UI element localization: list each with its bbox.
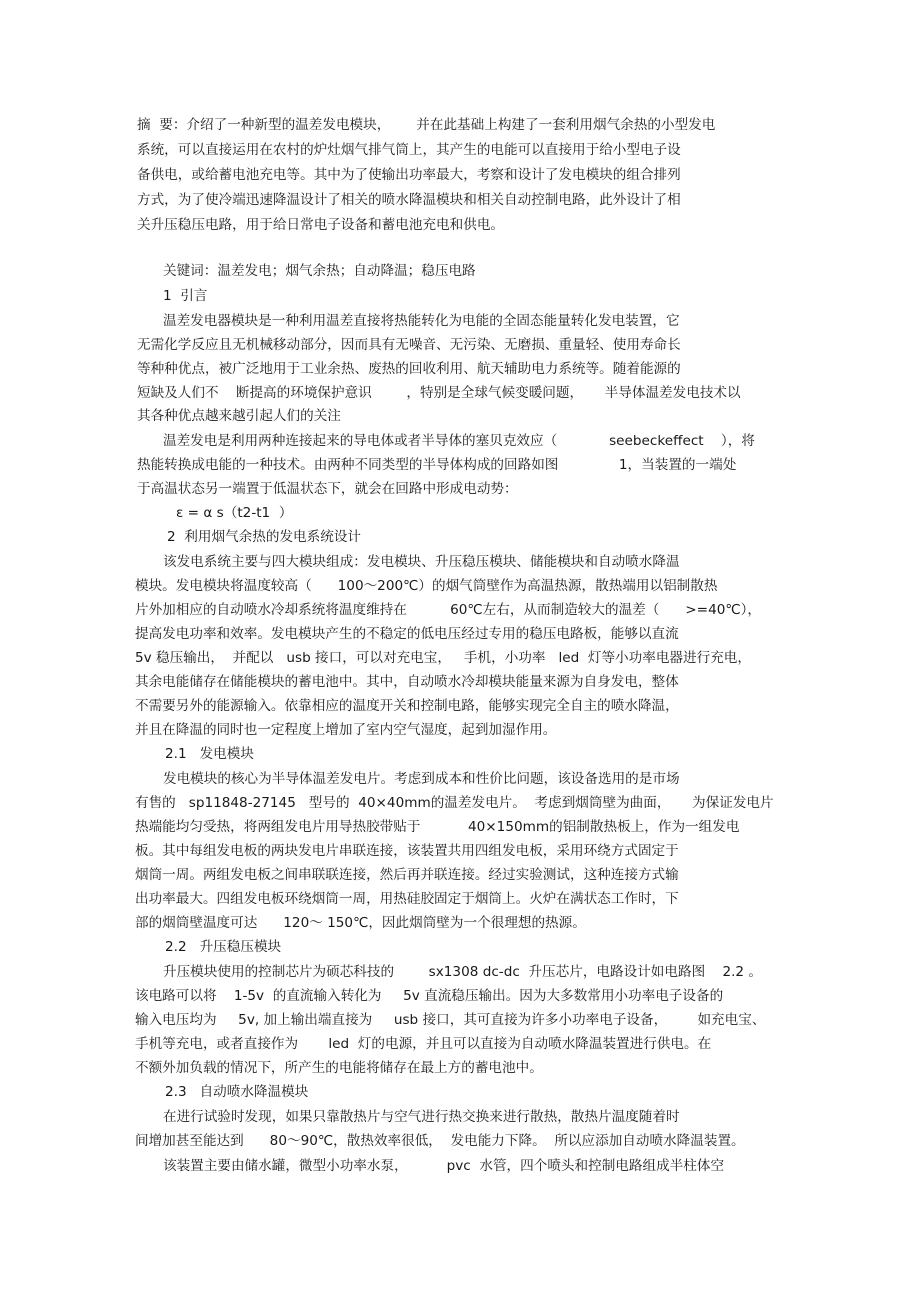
paragraph-line: 温差发电是利用两种连接起来的导电体或者半导体的塞贝克效应（ seebeckeffect ），将 — [163, 433, 755, 449]
paragraph-line: 不额外加负载的情况下，所产生的电能将储存在最上方的蓄电池中。 — [135, 1060, 543, 1076]
section-heading: 1 引言 — [163, 288, 208, 304]
paragraph-line: 模块。发电模块将温度较高（ 100～200℃）的烟气筒壁作为高温热源，散热端用以铝制散热 — [135, 578, 718, 594]
paragraph-line: 其各种优点越来越引起人们的关注 — [137, 408, 341, 424]
paragraph-line: 片外加相应的自动喷水冷却系统将温度维持在 60℃左右，从而制造较大的温差（ >=40℃）， — [135, 602, 762, 618]
paragraph-line: 在进行试验时发现，如果只靠散热片与空气进行热交换来进行散热，散热片温度随着时 — [163, 1109, 680, 1125]
abstract-line: 方式，为了使冷端迅速降温设计了相关的喷水降温模块和相关自动控制电路，此外设计了相 — [137, 192, 681, 208]
paragraph-line: 输入电压均为 5v, 加上输出端直接为 usb 接口，其可直接为许多小功率电子设备， 如充电宝、 — [135, 1012, 766, 1028]
abstract-line: 备供电，或给蓄电池充电等。其中为了使输出功率最大，考察和设计了发电模块的组合排列 — [137, 167, 681, 183]
paragraph-line: 并且在降温的同时也一定程度上增加了室内空气湿度，起到加湿作用。 — [135, 722, 557, 738]
formula: ε = α s（t2-t1 ） — [176, 505, 293, 521]
paragraph-line: 发电模块的核心为半导体温差发电片。考虑到成本和性价比问题，该设备选用的是市场 — [163, 771, 680, 787]
paragraph-line: 于高温状态另一端置于低温状态下，就会在回路中形成电动势： — [137, 481, 518, 497]
paragraph-line: 部的烟筒壁温度可达 120～ 150℃，因此烟筒壁为一个很理想的热源。 — [135, 915, 586, 931]
paragraph-line: 有售的 sp11848-27145 型号的 40×40mm的温差发电片。 考虑到烟筒壁为曲面， 为保证发电片 — [135, 795, 774, 811]
paragraph-line: 其余电能储存在储能模块的蓄电池中。其中，自动喷水冷却模块能量来源为自身发电，整体 — [135, 674, 679, 690]
section-heading: 2 利用烟气余热的发电系统设计 — [167, 529, 362, 545]
abstract-line: 系统，可以直接运用在农村的炉灶烟气排气筒上，其产生的电能可以直接用于给小型电子设 — [137, 142, 681, 158]
paragraph-line: 出功率最大。四组发电板环绕烟筒一周，用热硅胶固定于烟筒上。火炉在满状态工作时，下 — [135, 891, 679, 907]
paragraph-line: 该装置主要由储水罐，微型小功率水泵， pvc 水管，四个喷头和控制电路组成半柱体空 — [163, 1158, 725, 1174]
paragraph-line: 升压模块使用的控制芯片为硕芯科技的 sx1308 dc-dc 升压芯片，电路设计如电路图 2.2 。 — [163, 964, 762, 980]
section-heading: 2.2 升压稳压模块 — [165, 939, 282, 955]
paragraph-line: 板。其中每组发电板的两块发电片串联连接，该装置共用四组发电板，采用环绕方式固定于 — [135, 843, 679, 859]
paragraph-line: 热能转换成电能的一种技术。由两种不同类型的半导体构成的回路如图 1，当装置的一端处 — [137, 457, 737, 473]
paragraph-line: 5v 稳压输出， 并配以 usb 接口，可以对充电宝， 手机，小功率 led 灯等小功率电器进行充电， — [135, 650, 751, 666]
keywords: 关键词：温差发电；烟气余热；自动降温；稳压电路 — [163, 263, 476, 279]
paragraph-line: 该发电系统主要与四大模块组成：发电模块、升压稳压模块、储能模块和自动喷水降温 — [163, 554, 680, 570]
paragraph-line: 手机等充电，或者直接作为 led 灯的电源，并且可以直接为自动喷水降温装置进行供电。在 — [135, 1036, 712, 1052]
paragraph-line: 短缺及人们不 断提高的环境保护意识 ，特别是全球气候变暖问题， 半导体温差发电技术以 — [137, 385, 741, 401]
paragraph-line: 提高发电功率和效率。发电模块产生的不稳定的低电压经过专用的稳压电路板，能够以直流 — [135, 626, 679, 642]
paragraph-line: 等种种优点，被广泛地用于工业余热、废热的回收利用、航天辅助电力系统等。随着能源的 — [137, 361, 681, 377]
paragraph-line: 无需化学反应且无机械移动部分，因而具有无噪音、无污染、无磨损、重量轻、使用寿命长 — [137, 337, 681, 353]
paragraph-line: 间增加甚至能达到 80～90℃，散热效率很低， 发电能力下降。 所以应添加自动喷水降温装置。 — [135, 1133, 745, 1149]
paragraph-line: 不需要另外的能源输入。依靠相应的温度开关和控制电路，能够实现完全自主的喷水降温， — [135, 698, 679, 714]
section-heading: 2.1 发电模块 — [165, 746, 254, 762]
paragraph-line: 烟筒一周。两组发电板之间串联联连接，然后再并联连接。经过实验测试，这种连接方式输 — [135, 867, 679, 883]
abstract-line: 摘 要：介绍了一种新型的温差发电模块， 并在此基础上构建了一套利用烟气余热的小型发电 — [137, 117, 716, 133]
section-heading: 2.3 自动喷水降温模块 — [165, 1084, 309, 1100]
paragraph-line: 该电路可以将 1-5v 的直流输入转化为 5v 直流稳压输出。因为大多数常用小功率电子设备的 — [135, 988, 724, 1004]
paragraph-line: 热端能均匀受热，将两组发电片用导热胶带贴于 40×150mm的铝制散热板上，作为一组发电 — [135, 819, 740, 835]
abstract-line: 关升压稳压电路，用于给日常电子设备和蓄电池充电和供电。 — [137, 217, 505, 233]
paragraph-line: 温差发电器模块是一种利用温差直接将热能转化为电能的全固态能量转化发电装置，它 — [163, 313, 680, 329]
